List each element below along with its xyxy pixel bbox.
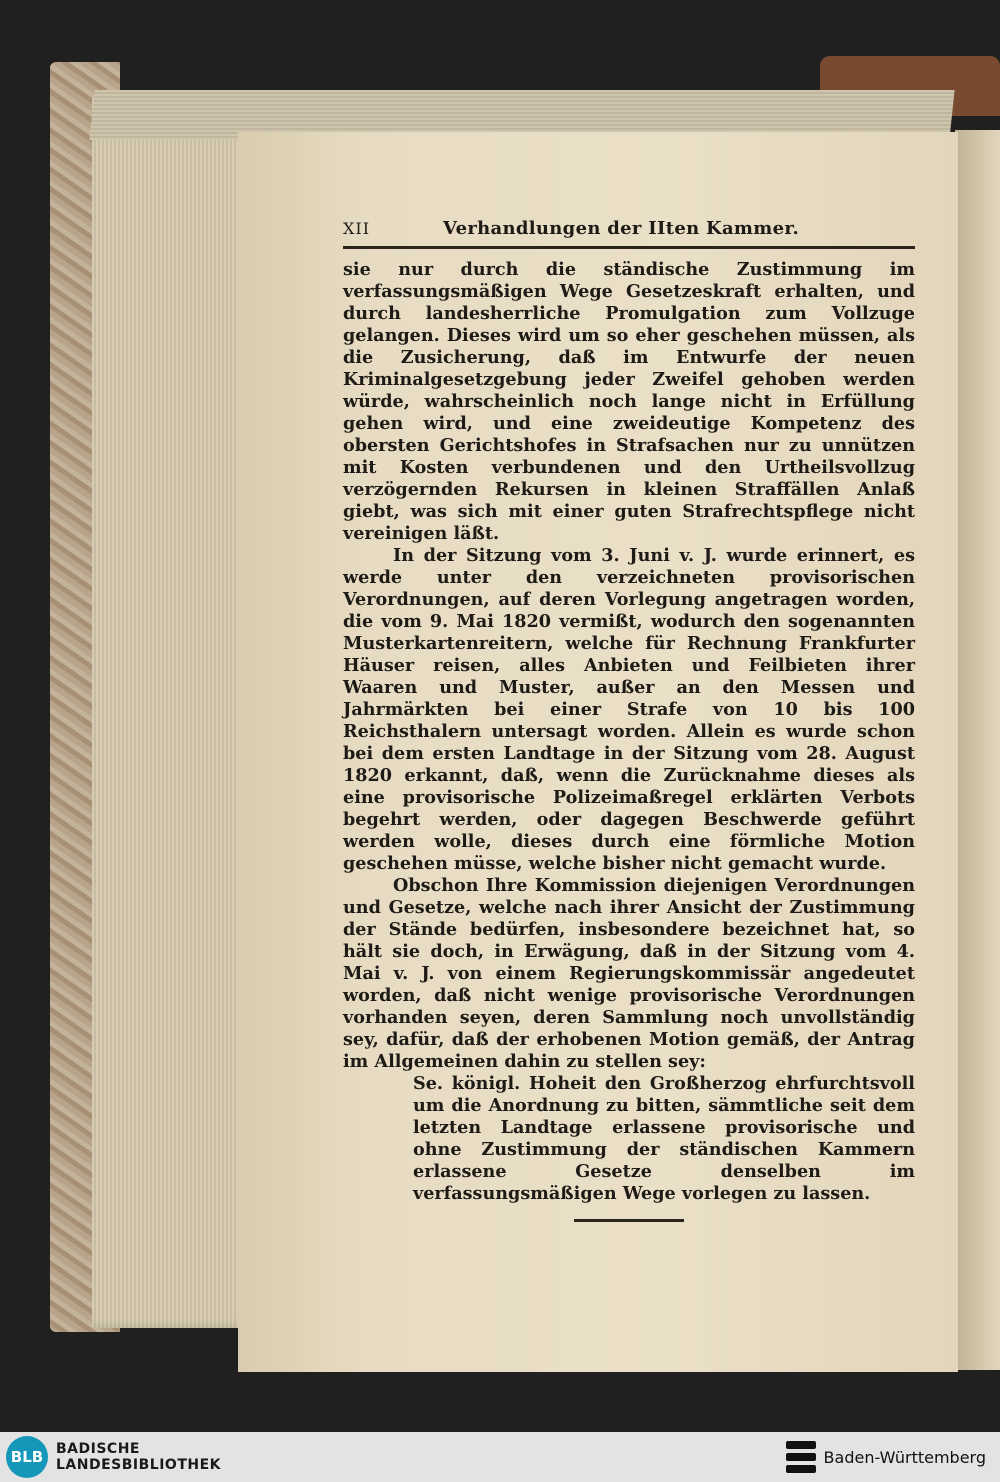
paragraph-1: sie nur durch die ständische Zustimmung im verfassungsmäßigen Wege Gesetzeskraft erhalten, und durch landesherrliche Promulgation zum Vollzuge gelangen. Dieses wird um so eher geschehen müssen, als die Zusicherung, daß im Entwurfe der neuen Kriminalgesetzgebung jeder Zweifel gehoben werden würde, wahrscheinlich noch lange nicht in Erfüllung gehen wird, und eine zweideutige Kompetenz des obersten Gerichtshofes in Strafsachen nur zu unnützen mit Kosten verbundenen und den Urtheilsvollzug verzögernden Rekursen in kleinen Straffällen Anlaß giebt, was sich mit einer guten Strafrechtspflege nicht vereinigen läßt. (343, 259, 915, 544)
header-rule (343, 246, 915, 249)
blb-badge: BLB (6, 1436, 48, 1478)
running-title: Verhandlungen der IIten Kammer. (443, 218, 800, 239)
footer-bar (0, 1432, 1000, 1482)
blb-line-1: BADISCHE (56, 1441, 140, 1457)
page-header (343, 218, 915, 240)
next-page-edge (955, 130, 1000, 1370)
motion-quote: Se. königl. Hoheit den Großherzog ehrfurchtsvoll um die Anordnung zu bitten, sämmtliche seit dem letzten Landtage erlassene provisorische und ohne Zustimmung der ständischen Kammern erlassene Gesetze denselben im verfassungsmäßigen Wege vorlegen zu lassen. (413, 1073, 915, 1204)
end-rule (574, 1219, 684, 1222)
page-edges (92, 96, 252, 1328)
page-number: XII (343, 219, 371, 238)
paragraph-3: Obschon Ihre Kommission diejenigen Verordnungen und Gesetze, welche nach ihrer Ansicht der Zustimmung der Stände bedürfen, insbesondere bezeichnet hat, so hält sie doch, in Erwägung, daß in der Sitzung vom 4. Mai v. J. von einem Regierungskommissär angedeutet worden, daß nicht wenige provisorische Verordnungen vorhanden seyen, deren Sammlung noch unvollständig sey, dafür, daß der erhobenen Motion gemäß, der Antrag im Allgemeinen dahin zu stellen sey: (343, 875, 915, 1072)
three-lions-icon (786, 1439, 816, 1475)
blb-logo[interactable] (6, 1436, 221, 1478)
bw-logo-text: Baden-Württemberg (823, 1447, 986, 1467)
page-text (343, 218, 915, 1222)
bw-logo[interactable] (786, 1439, 986, 1475)
blb-text (56, 1441, 221, 1473)
paragraph-2: In der Sitzung vom 3. Juni v. J. wurde erinnert, es werde unter den verzeichneten provisorischen Verordnungen, auf deren Vorlegung angetragen worden, die vom 9. Mai 1820 vermißt, wodurch den sogenannten Musterkartenreitern, welche für Rechnung Frankfurter Häuser reisen, alles Anbieten und Feilbieten ihrer Waaren und Muster, außer an den Messen und Jahrmärkten bei einer Strafe von 10 bis 100 Reichsthalern untersagt worden. Allein es wurde schon bei dem ersten Landtage in der Sitzung vom 28. August 1820 erkannt, daß, wenn die Zurücknahme dieses als eine provisorische Polizeimaßregel erklärten Verbots begehrt werden, oder dagegen Beschwerde geführt werden wolle, dieses durch eine förmliche Motion geschehen müsse, welche bisher nicht gemacht wurde. (343, 545, 915, 874)
blb-line-2: LANDESBIBLIOTHEK (56, 1457, 222, 1473)
